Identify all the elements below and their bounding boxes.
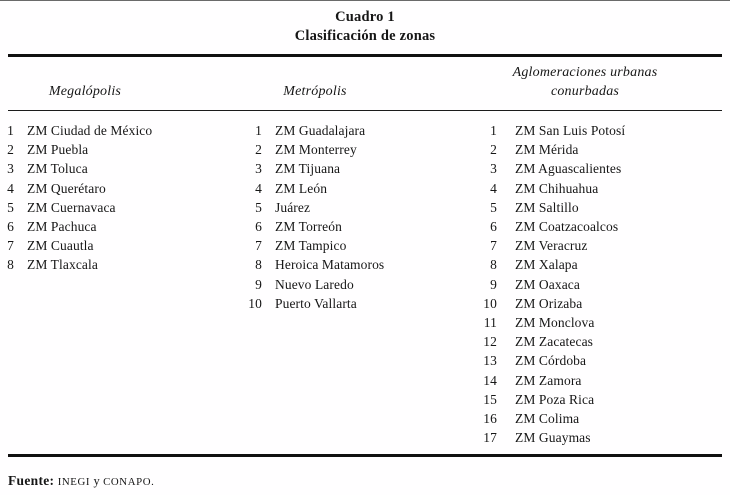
table-row (240, 198, 470, 217)
table-body (0, 111, 730, 448)
table-row (240, 140, 470, 159)
row-number: 8 (7, 257, 14, 273)
header-metropolis: Metrópolis (283, 84, 347, 99)
header-aglomeraciones-line2: conurbadas (550, 84, 620, 99)
zone-label: ZM Córdoba (515, 353, 587, 369)
row-number: 4 (255, 180, 262, 196)
zone-label: ZM Veracruz (515, 238, 588, 254)
zone-label: ZM Puebla (27, 142, 89, 158)
table-row (470, 159, 730, 178)
zone-label: ZM Tlaxcala (27, 257, 98, 273)
source-inegi: INEGI (57, 476, 91, 488)
row-number: 2 (490, 142, 497, 158)
source-note (8, 471, 722, 492)
row-number: 15 (483, 391, 497, 407)
row-number: 6 (7, 219, 14, 235)
table-row (470, 428, 730, 447)
header-aglomeraciones (470, 63, 700, 101)
row-number: 10 (248, 295, 262, 311)
zone-label: ZM Zamora (515, 372, 582, 388)
zone-label: ZM Cuernavaca (27, 199, 116, 215)
row-number: 5 (490, 199, 497, 215)
row-number: 2 (255, 142, 262, 158)
zone-label: ZM Monclova (515, 315, 595, 331)
zone-label: ZM Torreón (275, 219, 342, 235)
table-row (470, 351, 730, 370)
table-row (240, 275, 470, 294)
table-title: Clasificación de zonas (294, 28, 436, 44)
table-row (470, 140, 730, 159)
table-row (470, 198, 730, 217)
row-number: 1 (255, 123, 262, 138)
zone-label: ZM Pachuca (27, 219, 97, 235)
row-number: 10 (483, 295, 497, 311)
zone-label: ZM Tijuana (275, 161, 341, 177)
table-row (470, 275, 730, 294)
zone-label: ZM Chihuahua (515, 180, 599, 196)
zone-label: ZM Zacatecas (515, 334, 594, 350)
table-row (0, 179, 240, 198)
table-row (470, 255, 730, 274)
row-number: 2 (7, 142, 14, 158)
row-number: 6 (490, 219, 497, 235)
row-number: 7 (255, 238, 262, 254)
header-megalopolis: Megalópolis (48, 84, 122, 99)
table-row (0, 236, 240, 255)
row-number: 16 (483, 411, 497, 427)
table-row (470, 313, 730, 332)
column-aglomeraciones (470, 121, 730, 448)
table-row (470, 236, 730, 255)
zone-label: Puerto Vallarta (275, 295, 357, 311)
zone-label: ZM Saltillo (515, 199, 579, 215)
table-row (240, 217, 470, 236)
zone-label: ZM Coatzacoalcos (515, 219, 619, 235)
table-row (240, 294, 470, 313)
table-row (470, 409, 730, 428)
zone-label: Juárez (275, 199, 311, 215)
table-row (470, 121, 730, 140)
row-number: 8 (490, 257, 497, 273)
table-row (0, 121, 240, 140)
column-metropolis (240, 121, 470, 448)
table-row (0, 217, 240, 236)
table-row (240, 236, 470, 255)
row-number: 14 (483, 372, 497, 388)
zone-label: Heroica Matamoros (275, 257, 385, 273)
zone-label: Nuevo Laredo (275, 276, 354, 292)
row-number: 8 (255, 257, 262, 273)
table-title-block (0, 1, 730, 46)
row-number: 9 (490, 276, 497, 292)
row-number: 1 (7, 123, 14, 138)
bottom-rule (8, 454, 722, 457)
row-number: 7 (7, 238, 14, 254)
zone-label: ZM Ciudad de México (27, 123, 153, 138)
column-headers (0, 57, 730, 110)
table-row (0, 255, 240, 274)
table-number: Cuadro 1 (335, 9, 395, 25)
zone-label: ZM Oaxaca (515, 276, 580, 292)
source-conapo: CONAPO. (103, 476, 155, 488)
table-row (470, 294, 730, 313)
zone-label: ZM Guaymas (515, 430, 591, 446)
table-row (240, 121, 470, 140)
row-number: 5 (7, 199, 14, 215)
row-number: 3 (7, 161, 14, 177)
column-megalopolis (0, 121, 240, 448)
table-row (240, 159, 470, 178)
zone-label: ZM Aguascalientes (515, 161, 622, 177)
zone-label: ZM Toluca (27, 161, 88, 177)
row-number: 9 (255, 276, 262, 292)
zone-label: ZM Cuautla (27, 238, 94, 254)
table-row (0, 140, 240, 159)
table-row (470, 332, 730, 351)
zone-label: ZM Mérida (515, 142, 579, 158)
row-number: 7 (490, 238, 497, 254)
zone-label: ZM Monterrey (275, 142, 357, 158)
row-number: 6 (255, 219, 262, 235)
row-number: 17 (483, 430, 497, 446)
table-row (470, 390, 730, 409)
row-number: 4 (7, 180, 14, 196)
zone-label: ZM Orizaba (515, 295, 583, 311)
zone-label: ZM Xalapa (515, 257, 578, 273)
row-number: 1 (490, 123, 497, 138)
zone-label: ZM Colima (515, 411, 580, 427)
source-conjunction: y (93, 474, 100, 488)
table-row (470, 179, 730, 198)
row-number: 3 (255, 161, 262, 177)
zone-label: ZM Poza Rica (515, 391, 595, 407)
table-row (470, 217, 730, 236)
header-aglomeraciones-line1: Aglomeraciones urbanas (512, 65, 658, 80)
table-row (240, 179, 470, 198)
zone-label: ZM León (275, 180, 328, 196)
row-number: 5 (255, 199, 262, 215)
zone-label: ZM Tampico (275, 238, 347, 254)
row-number: 4 (490, 180, 497, 196)
row-number: 3 (490, 161, 497, 177)
zone-label: ZM Querétaro (27, 180, 106, 196)
row-number: 11 (483, 315, 497, 331)
table-row (470, 371, 730, 390)
table-row (240, 255, 470, 274)
table-row (0, 198, 240, 217)
zone-label: ZM Guadalajara (275, 123, 366, 138)
row-number: 13 (483, 353, 497, 369)
row-number: 12 (483, 334, 497, 350)
zone-label: ZM San Luis Potosí (515, 123, 626, 138)
table-row (0, 159, 240, 178)
source-label: Fuente: (8, 473, 55, 488)
